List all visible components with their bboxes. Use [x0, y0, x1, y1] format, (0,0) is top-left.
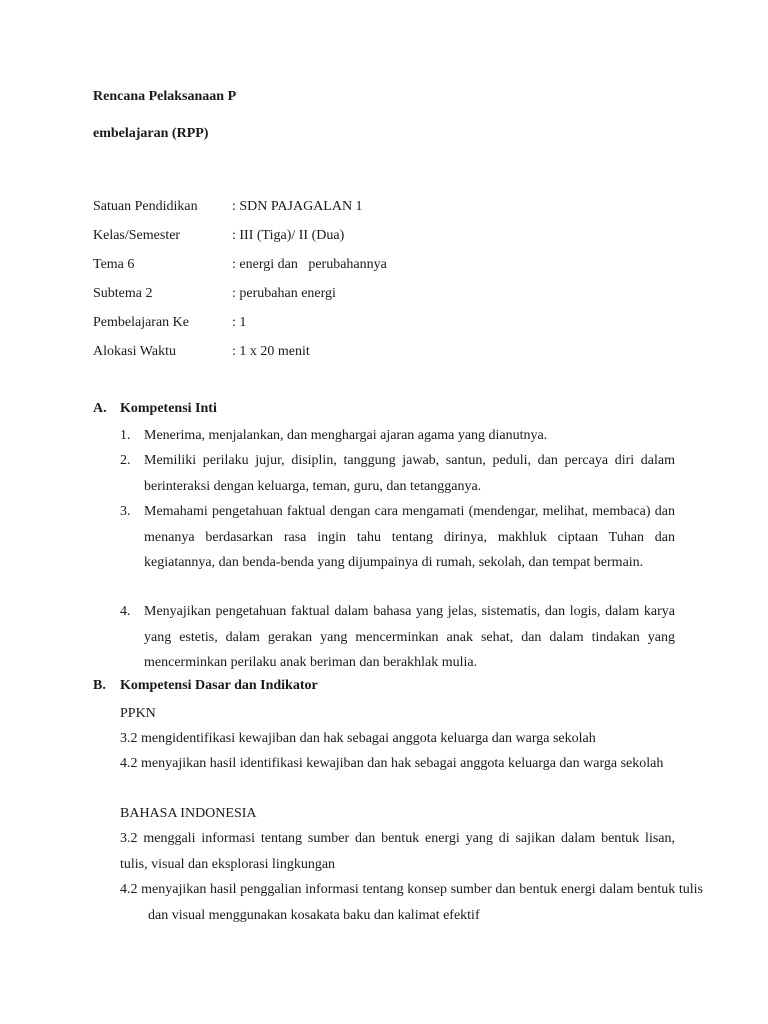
identity-value: : energi dan perubahannya: [232, 257, 387, 272]
kd-bahasa-3-2: 3.2 menggali informasi tentang sumber dan bentuk energi yang di sajikan dalam bentuk lisan, tulis, visual dan eksplorasi lingkungan: [120, 831, 675, 872]
identity-value: : 1: [232, 315, 247, 330]
list-item: [120, 599, 675, 676]
document-title-line-2: embelajaran (RPP): [93, 126, 209, 141]
identity-value: : 1 x 20 menit: [232, 344, 310, 359]
section-letter: A.: [93, 401, 107, 416]
section-a-heading: [93, 401, 217, 417]
identity-label: Pembelajaran Ke: [93, 315, 190, 330]
list-item-text: Menerima, menjalankan, dan menghargai ajaran agama yang dianutnya.: [144, 428, 548, 443]
section-title: Kompetensi Dasar dan Indikator: [120, 678, 318, 693]
list-item-number: 1.: [120, 428, 131, 443]
identity-row: [93, 344, 653, 364]
identity-label: Kelas/Semester: [93, 228, 181, 243]
identity-row: [93, 257, 653, 277]
identity-value: : perubahan energi: [232, 286, 336, 301]
kd-ppkn-3-2: 3.2 mengidentifikasi kewajiban dan hak sebagai anggota keluarga dan warga sekolah: [120, 731, 596, 746]
identity-label: Tema 6: [93, 257, 135, 272]
list-item-number: 2.: [120, 453, 131, 468]
list-item: [120, 448, 675, 499]
identity-value: : SDN PAJAGALAN 1: [232, 199, 363, 214]
identity-label: Subtema 2: [93, 286, 153, 301]
identity-label: Satuan Pendidikan: [93, 199, 198, 214]
list-item-text: Menyajikan pengetahuan faktual dalam bahasa yang jelas, sistematis, dan logis, dalam karya yang estetis, dalam gerakan yang mencerminkan anak sehat, dan dalam tindakan yang mencerminkan perilaku anak beriman dan berakhlak mulia.: [144, 604, 675, 670]
section-b-heading: [93, 678, 318, 694]
list-item-text: Memahami pengetahuan faktual dengan cara mengamati (mendengar, melihat, membaca) dan menanya berdasarkan rasa ingin tahu tentang dirinya, makhluk ciptaan Tuhan dan kegiatannya, dan benda-benda yang dijumpainya di rumah, sekolah, dan tempat bermain.: [144, 504, 675, 570]
identity-row: [93, 228, 653, 248]
list-item-number: 4.: [120, 604, 131, 619]
subject-label-bahasa-indonesia: BAHASA INDONESIA: [120, 806, 257, 821]
section-letter: B.: [93, 678, 106, 693]
identity-row: [93, 199, 653, 219]
subject-label-ppkn: PPKN: [120, 706, 156, 721]
list-item-number: 3.: [120, 504, 131, 519]
kd-bahasa-4-2: 4.2 menyajikan hasil penggalian informasi tentang konsep sumber dan bentuk energi dalam bentuk tulis dan visual menggunakan kosakata baku dan kalimat efektif: [120, 882, 703, 923]
section-title: Kompetensi Inti: [120, 401, 217, 416]
identity-row: [93, 286, 653, 306]
identity-row: [93, 315, 653, 335]
kd-ppkn-4-2: 4.2 menyajikan hasil identifikasi kewajiban dan hak sebagai anggota keluarga dan warga sekolah: [120, 756, 664, 771]
list-item: [120, 499, 675, 576]
list-item: [120, 423, 675, 449]
identity-value: : III (Tiga)/ II (Dua): [232, 228, 345, 243]
identity-label: Alokasi Waktu: [93, 344, 176, 359]
document-title-line-1: Rencana Pelaksanaan P: [93, 89, 237, 104]
list-item-text: Memiliki perilaku jujur, disiplin, tanggung jawab, santun, peduli, dan percaya diri dalam berinteraksi dengan keluarga, teman, guru, dan tetangganya.: [144, 453, 675, 494]
